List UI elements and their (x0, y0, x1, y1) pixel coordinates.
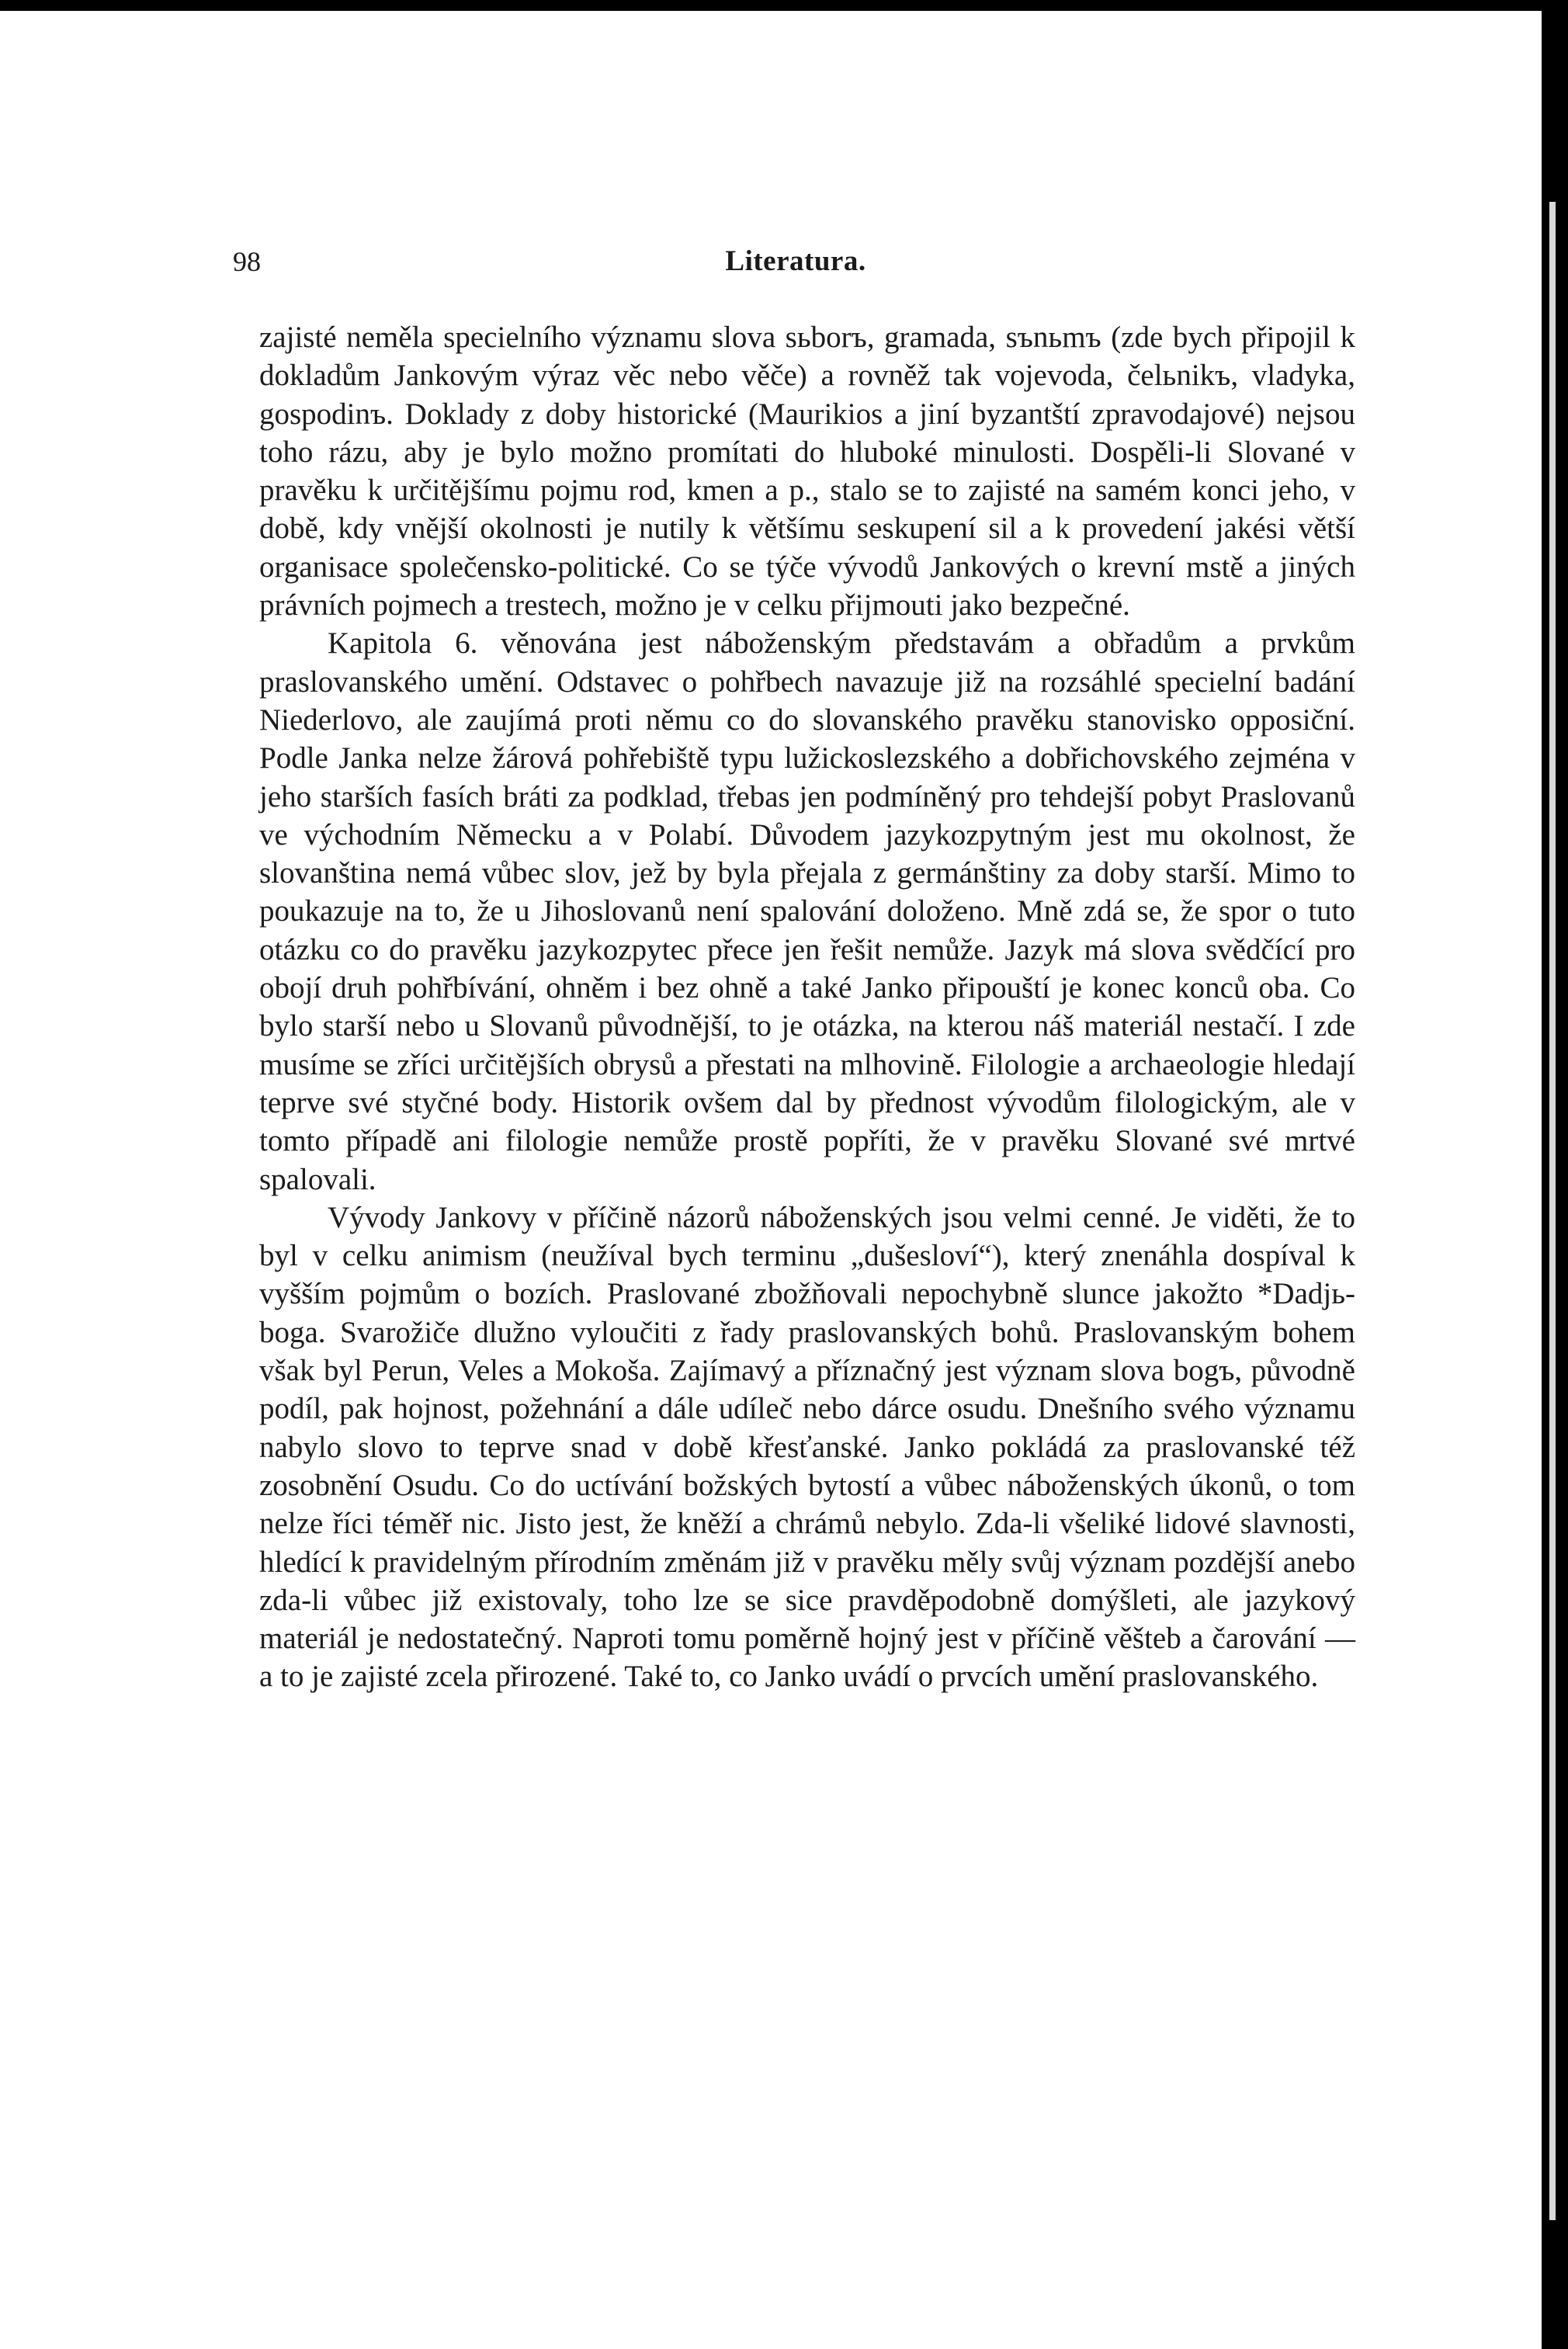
page-number: 98 (233, 246, 261, 277)
body-text (259, 318, 1355, 1696)
running-title: Literatura. (725, 245, 866, 277)
running-head (233, 242, 1358, 281)
book-page (0, 11, 1542, 2349)
scan-edge-strip (1549, 202, 1556, 2220)
paragraph-3: Vývody Jankovy v příčině názorů náboženských jsou velmi cenné. Je viděti, že to byl v celku animism (neužíval bych terminu „dušesloví“), který znenáhla dospíval k vyšším pojmům o bozích. Praslované zbožňovali nepochybně slunce jakožto *Dadjь-boga. Svarožiče dlužno vyloučiti z řady praslovanských bohů. Praslovanským bohem však byl Perun, Veles a Mokoša. Zajímavý a příznačný jest význam slova bogъ, původně podíl, pak hojnost, požehnání a dále udílеč nebo dárce osudu. Dnešního svého významu nabylo slovo to teprve snad v době křesťanské. Janko pokládá za praslovanské též zosobnění Osudu. Co do uctívání božských bytostí a vůbec náboženských úkonů, o tom nelze říci téměř nic. Jisto jest, že kněží a chrámů nebylo. Zda-li všeliké lidové slavnosti, hledící k pravidelným přírodním změnám již v pravěku měly svůj význam pozdější anebo zda-li vůbec již existovaly, toho lze se sice pravděpodobně domýšleti, ale jazykový materiál je nedostatečný. Naproti tomu poměrně hojný jest v příčině věšteb a čarování — a to je zajisté zcela přirozené. Také to, co Janko uvádí o prvcích umění praslovanského. (259, 1200, 1355, 1694)
paragraph-1: zajisté neměla specielního významu slova sьborъ, gramada, sъnьmъ (zde bych připojil k dokladům Jankovým výraz věc nebo věče) a rovněž tak vojevoda, čelьnikъ, vladyka, gospodinъ. Doklady z doby historické (Maurikios a jiní byzantští zpravodajové) nejsou toho rázu, aby je bylo možno promítati do hluboké minulosti. Dospěli-li Slované v pravěku k určitějšímu pojmu rod, kmen a p., stalo se to zajisté na samém konci jeho, v době, kdy vnější okolnosti je nutily k většímu seskupení sil a k provedení jakési větší organisace společensko-politické. Co se týče vývodů Jankových o krevní mstě a jiných právních pojmech a trestech, možno je v celku přijmouti jako bezpečné. (259, 321, 1355, 623)
paragraph-2: Kapitola 6. věnována jest náboženským představám a obřadům a prvkům praslovanského umění. Odstavec o pohřbech navazuje již na rozsáhlé specielní badání Niederlovo, ale zaujímá proti němu co do slovanského pravěku stanovisko opposiční. Podle Janka nelze žárová pohřebiště typu lužickoslezského a dobřichovského zejména v jeho starších fasích bráti za podklad, třebas jen podmíněný pro tehdejší pobyt Praslovanů ve východním Německu a v Polabí. Důvodem jazykozpytným jest mu okolnost, že slovanština nemá vůbec slov, jež by byla přejala z germánštiny za doby starší. Mimo to poukazuje na to, že u Jihoslovanů není spalování doloženo. Mně zdá se, že spor o tuto otázku co do pravěku jazykozpytec přece jen řešit nemůže. Jazyk má slova svědčící pro obojí druh pohřbívání, ohněm i bez ohně a také Janko připouští je konec konců oba. Co bylo starší nebo u Slovanů původnější, to je otázka, na kterou náš materiál nestačí. I zde musíme se zříci určitějších obrysů a přestati na mlhovině. Filologie a archaeologie hledají teprve své styčné body. Historik ovšem dal by přednost vývodům filologickým, ale v tomto případě ani filologie nemůže prostě popříti, že v pravěku Slované své mrtvé spalovali. (259, 626, 1355, 1196)
